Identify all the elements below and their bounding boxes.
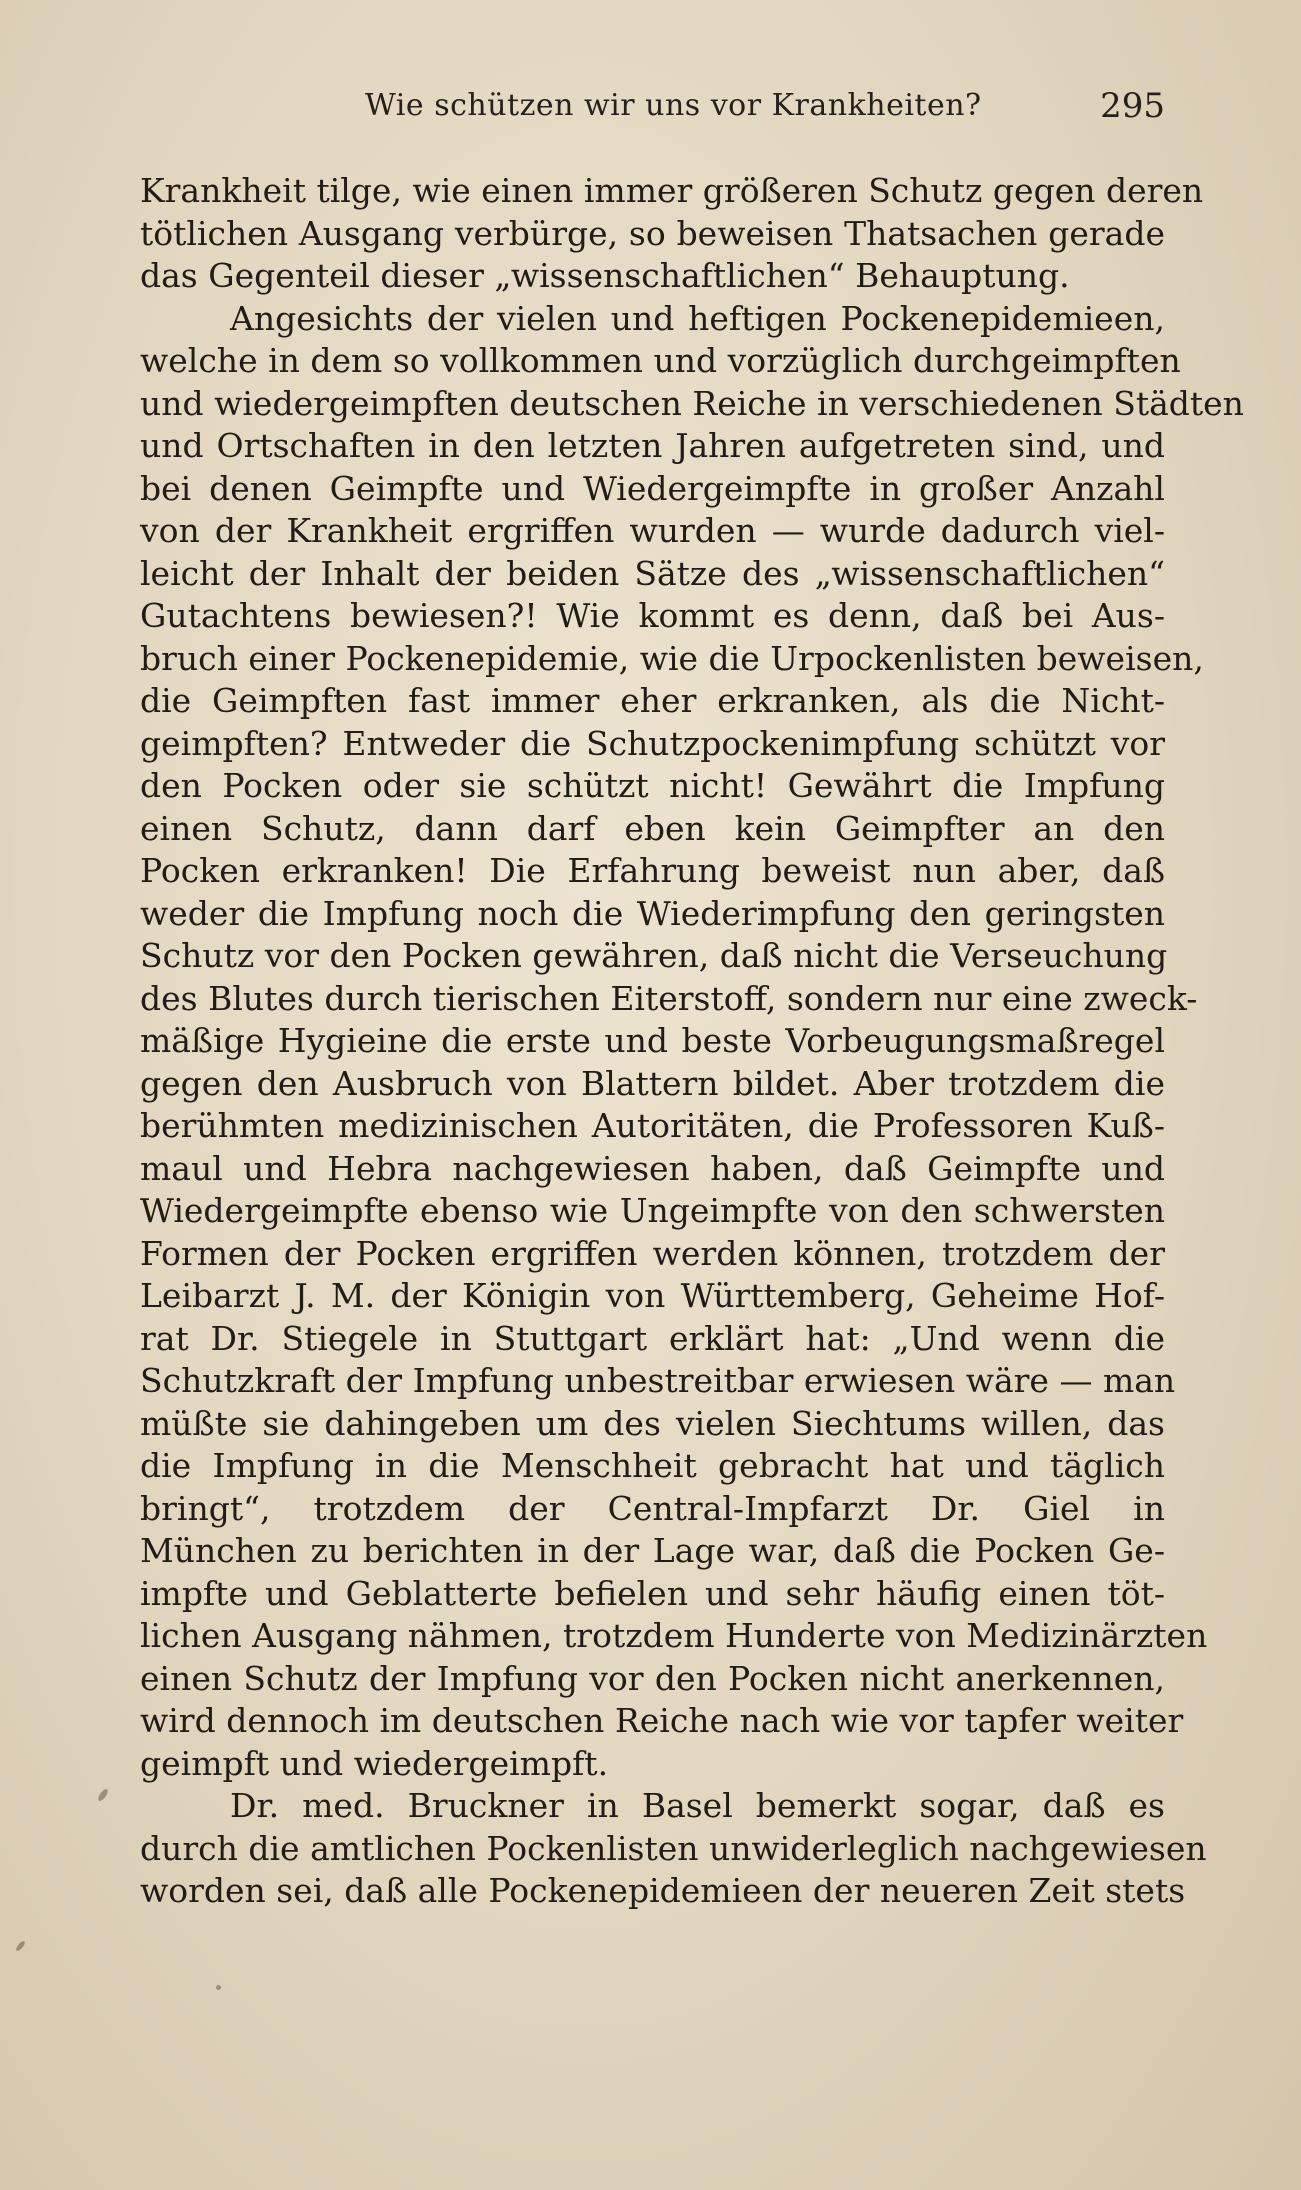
text-line: Krankheit tilge, wie einen immer größeren Schutz gegen deren: [140, 171, 1204, 210]
text-line: gegen den Ausbruch von Blattern bildet. Aber trotzdem die: [140, 1063, 1165, 1103]
text-line: welche in dem so vollkommen und vorzüglich durchgeimpften: [140, 341, 1181, 380]
text-line: durch die amtlichen Pockenlisten unwiderleglich nachgewiesen: [140, 1828, 1207, 1868]
text-line: Leibarzt J. M. der Königin von Württemberg, Geheime Hof-: [140, 1276, 1165, 1315]
text-line: München zu berichten in der Lage war, daß die Pocken Ge-: [140, 1531, 1165, 1570]
running-title: Wie schützen wir uns vor Krankheiten?: [365, 88, 982, 123]
text-line: Pocken erkranken! Die Erfahrung beweist nun aber, daß: [140, 851, 1165, 890]
page-number: 295: [1100, 86, 1165, 126]
text-line: Angesichts der vielen und heftigen Pockenepidemieen,: [230, 298, 1165, 338]
text-line: mäßige Hygieine die erste und beste Vorbeugungsmaßregel: [140, 1021, 1165, 1060]
text-line: das Gegenteil dieser „wissenschaftlichen“ Behauptung.: [140, 256, 1070, 295]
text-line: Schutz vor den Pocken gewähren, daß nicht die Verseuchung: [140, 936, 1168, 975]
text-line: die Geimpften fast immer eher erkranken, als die Nicht-: [140, 681, 1165, 720]
text-line: bruch einer Pockenepidemie, wie die Urpockenlisten beweisen,: [140, 638, 1204, 678]
text-line: Dr. med. Bruckner in Basel bemerkt sogar, daß es: [230, 1786, 1165, 1825]
paragraph-2: [140, 298, 1244, 1786]
text-line: Formen der Pocken ergriffen werden können, trotzdem der: [140, 1233, 1165, 1273]
text-line: berühmten medizinischen Autoritäten, die Professoren Kuß-: [140, 1106, 1165, 1145]
text-line: und Ortschaften in den letzten Jahren aufgetreten sind, und: [140, 426, 1165, 465]
text-line: einen Schutz der Impfung vor den Pocken nicht anerkennen,: [140, 1658, 1165, 1698]
text-line: worden sei, daß alle Pockenepidemieen der neueren Zeit stets: [140, 1871, 1186, 1910]
text-line: impfte und Geblatterte befielen und sehr häufig einen töt-: [140, 1573, 1165, 1613]
text-line: lichen Ausgang nähmen, trotzdem Hunderte von Medizinärzten: [140, 1616, 1208, 1655]
text-line: Schutzkraft der Impfung unbestreitbar erwiesen wäre — man: [140, 1361, 1176, 1400]
paper-speck: [15, 1940, 27, 1952]
text-line: Gutachtens bewiesen?! Wie kommt es denn, daß bei Aus-: [140, 596, 1165, 635]
running-head: [140, 88, 1165, 138]
text-line: wird dennoch im deutschen Reiche nach wie vor tapfer weiter: [140, 1701, 1184, 1740]
body-text: [140, 170, 1244, 1913]
text-line: maul und Hebra nachgewiesen haben, daß Geimpfte und: [140, 1148, 1165, 1188]
paper-speck: [97, 1788, 110, 1803]
text-line: und wiedergeimpften deutschen Reiche in verschiedenen Städten: [140, 383, 1244, 423]
text-line: von der Krankheit ergriffen wurden — wurde dadurch viel-: [140, 511, 1165, 550]
text-line: müßte sie dahingeben um des vielen Siechtums willen, das: [140, 1403, 1165, 1443]
text-line: leicht der Inhalt der beiden Sätze des „wissenschaftlichen“: [140, 553, 1165, 593]
text-line: weder die Impfung noch die Wiederimpfung den geringsten: [140, 893, 1165, 933]
text-line: geimpft und wiedergeimpft.: [140, 1743, 609, 1783]
text-line: bringt“, trotzdem der Central-Impfarzt Dr. Giel in: [140, 1488, 1165, 1528]
text-line: die Impfung in die Menschheit gebracht hat und täglich: [140, 1446, 1165, 1485]
paper-speck: [216, 1985, 221, 1990]
paragraph-1: [140, 170, 1204, 298]
text-line: einen Schutz, dann darf eben kein Geimpfter an den: [140, 808, 1165, 848]
text-line: den Pocken oder sie schützt nicht! Gewährt die Impfung: [140, 766, 1165, 805]
text-line: Wiedergeimpfte ebenso wie Ungeimpfte von den schwersten: [140, 1191, 1165, 1230]
paragraph-3: [140, 1785, 1207, 1913]
text-line: bei denen Geimpfte und Wiedergeimpfte in großer Anzahl: [140, 468, 1165, 508]
text-line: rat Dr. Stiegele in Stuttgart erklärt hat: „Und wenn die: [140, 1318, 1165, 1358]
text-line: tötlichen Ausgang verbürge, so beweisen Thatsachen gerade: [140, 213, 1165, 253]
text-line: des Blutes durch tierischen Eiterstoff, sondern nur eine zweck-: [140, 978, 1198, 1018]
text-line: geimpften? Entweder die Schutzpockenimpfung schützt vor: [140, 723, 1165, 763]
